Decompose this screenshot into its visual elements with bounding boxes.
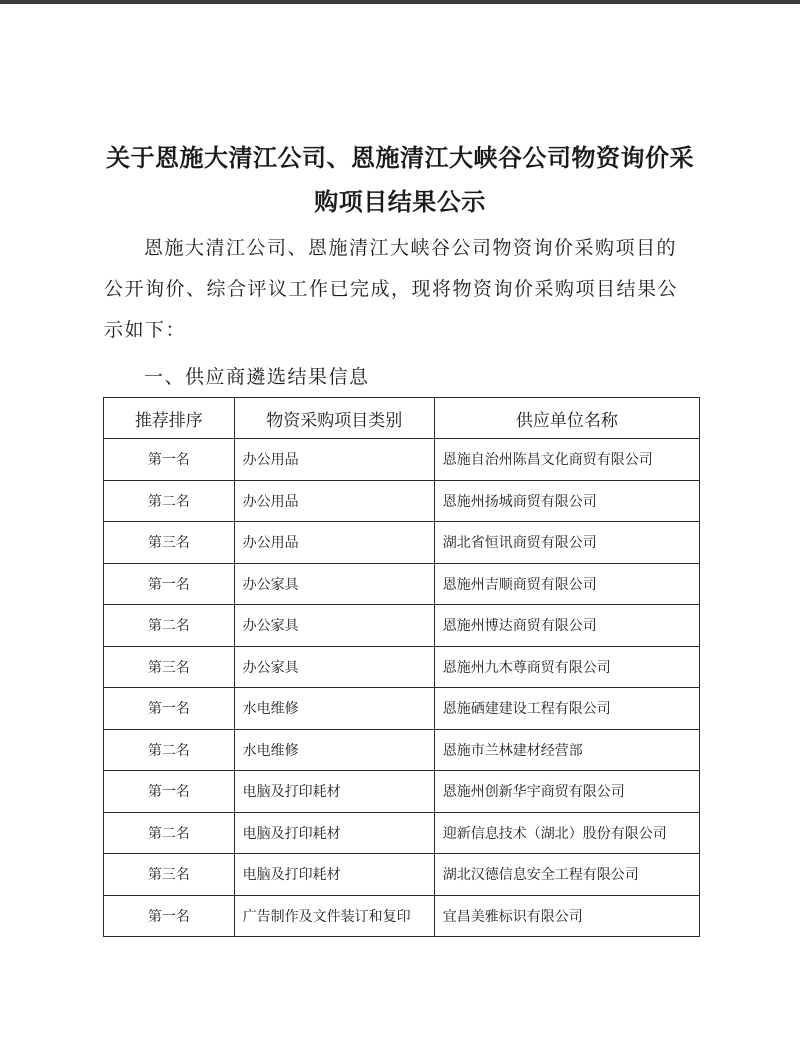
table-row [104, 854, 700, 896]
table-row [104, 605, 700, 647]
paragraph-line-1: 恩施大清江公司、恩施清江大峡谷公司物资询价采购项目的 [144, 237, 678, 259]
cell-rank: 第一名 [104, 771, 235, 813]
cell-category: 电脑及打印耗材 [234, 854, 434, 896]
title-line-1: 关于恩施大清江公司、恩施清江大峡谷公司物资询价采 [106, 143, 694, 172]
cell-supplier: 湖北省恒讯商贸有限公司 [434, 522, 699, 564]
cell-category: 办公家具 [234, 563, 434, 605]
cell-supplier: 迎新信息技术（湖北）股份有限公司 [434, 812, 699, 854]
cell-rank: 第一名 [104, 895, 235, 937]
cell-supplier: 恩施州九木尊商贸有限公司 [434, 646, 699, 688]
cell-category: 办公用品 [234, 480, 434, 522]
cell-supplier: 恩施硒建建设工程有限公司 [434, 688, 699, 730]
paragraph-line-3: 示如下： [104, 319, 187, 341]
cell-category: 办公家具 [234, 646, 434, 688]
cell-supplier: 恩施州创新华宇商贸有限公司 [434, 771, 699, 813]
cell-category: 广告制作及文件装订和复印 [234, 895, 434, 937]
paragraph-line-2: 公开询价、综合评议工作已完成，现将物资询价采购项目结果公 [104, 278, 679, 300]
table-row [104, 563, 700, 605]
document-title [100, 136, 700, 224]
cell-supplier: 恩施市兰林建材经营部 [434, 729, 699, 771]
section-heading: 一、供应商遴选结果信息 [144, 366, 370, 388]
cell-supplier: 恩施州扬城商贸有限公司 [434, 480, 699, 522]
cell-category: 办公用品 [234, 522, 434, 564]
table-row [104, 729, 700, 771]
cell-supplier: 恩施州吉顺商贸有限公司 [434, 563, 699, 605]
table-header-row [104, 398, 700, 439]
cell-category: 水电维修 [234, 729, 434, 771]
cell-supplier: 恩施州博达商贸有限公司 [434, 605, 699, 647]
cell-rank: 第一名 [104, 563, 235, 605]
cell-category: 办公用品 [234, 439, 434, 481]
table-row [104, 688, 700, 730]
cell-category: 电脑及打印耗材 [234, 771, 434, 813]
cell-rank: 第三名 [104, 854, 235, 896]
cell-category: 办公家具 [234, 605, 434, 647]
table-row [104, 812, 700, 854]
header-category: 物资采购项目类别 [234, 398, 434, 439]
table-row [104, 480, 700, 522]
scan-top-edge [0, 0, 800, 4]
cell-rank: 第三名 [104, 522, 235, 564]
cell-supplier: 宜昌美雅标识有限公司 [434, 895, 699, 937]
cell-rank: 第二名 [104, 729, 235, 771]
cell-category: 水电维修 [234, 688, 434, 730]
table-row [104, 646, 700, 688]
cell-supplier: 湖北汉德信息安全工程有限公司 [434, 854, 699, 896]
table-row [104, 895, 700, 937]
cell-rank: 第一名 [104, 688, 235, 730]
header-supplier: 供应单位名称 [434, 398, 699, 439]
cell-supplier: 恩施自治州陈昌文化商贸有限公司 [434, 439, 699, 481]
cell-category: 电脑及打印耗材 [234, 812, 434, 854]
header-rank: 推荐排序 [104, 398, 235, 439]
table-row [104, 771, 700, 813]
cell-rank: 第二名 [104, 812, 235, 854]
cell-rank: 第三名 [104, 646, 235, 688]
intro-paragraph [104, 228, 708, 351]
supplier-results-table [103, 397, 700, 937]
cell-rank: 第二名 [104, 605, 235, 647]
cell-rank: 第一名 [104, 439, 235, 481]
table-row [104, 439, 700, 481]
cell-rank: 第二名 [104, 480, 235, 522]
table-row [104, 522, 700, 564]
title-line-2: 购项目结果公示 [314, 187, 486, 216]
